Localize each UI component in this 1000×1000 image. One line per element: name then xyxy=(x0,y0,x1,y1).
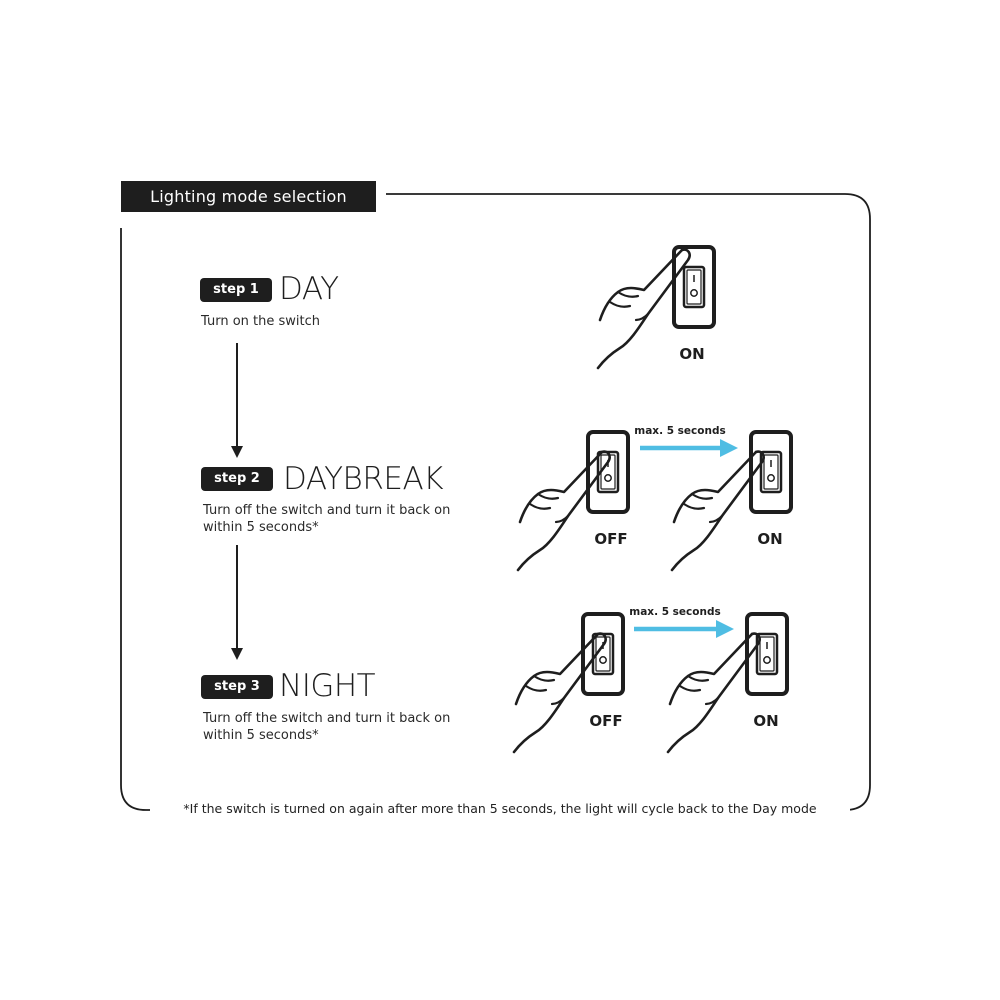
step-2-title: DAYBREAK xyxy=(283,461,444,497)
step-3-description: Turn off the switch and turn it back on within 5 seconds* xyxy=(203,711,451,743)
switch-on-step2 xyxy=(672,432,791,570)
label-on-step1: ON xyxy=(679,345,705,363)
switch-off-step2 xyxy=(518,432,628,570)
switch-on-step3 xyxy=(668,614,787,752)
timer-label-step3: max. 5 seconds xyxy=(629,606,721,618)
step-3-title: NIGHT xyxy=(279,668,376,704)
label-off-step3: OFF xyxy=(589,712,623,730)
flow-arrow-2 xyxy=(231,545,243,660)
frame-border-left xyxy=(121,228,168,810)
step-1-description: Turn on the switch xyxy=(201,314,320,329)
flow-arrow-1 xyxy=(231,343,243,458)
label-on-step3: ON xyxy=(753,712,779,730)
label-off-step2: OFF xyxy=(594,530,628,548)
section-title: Lighting mode selection xyxy=(121,181,376,212)
step-3-badge: step 3 xyxy=(201,675,273,699)
timer-arrow-step2 xyxy=(640,439,738,457)
step-2-badge: step 2 xyxy=(201,467,273,491)
footnote: *If the switch is turned on again after more than 5 seconds, the light will cycle back to the Day mode xyxy=(150,800,850,818)
label-on-step2: ON xyxy=(757,530,783,548)
timer-arrow-step3 xyxy=(634,620,734,638)
switch-off-step3 xyxy=(514,614,623,752)
step-1-title: DAY xyxy=(279,271,339,307)
timer-label-step2: max. 5 seconds xyxy=(634,425,726,437)
step-1-badge: step 1 xyxy=(200,278,272,302)
step-2-description: Turn off the switch and turn it back on within 5 seconds* xyxy=(203,503,451,535)
